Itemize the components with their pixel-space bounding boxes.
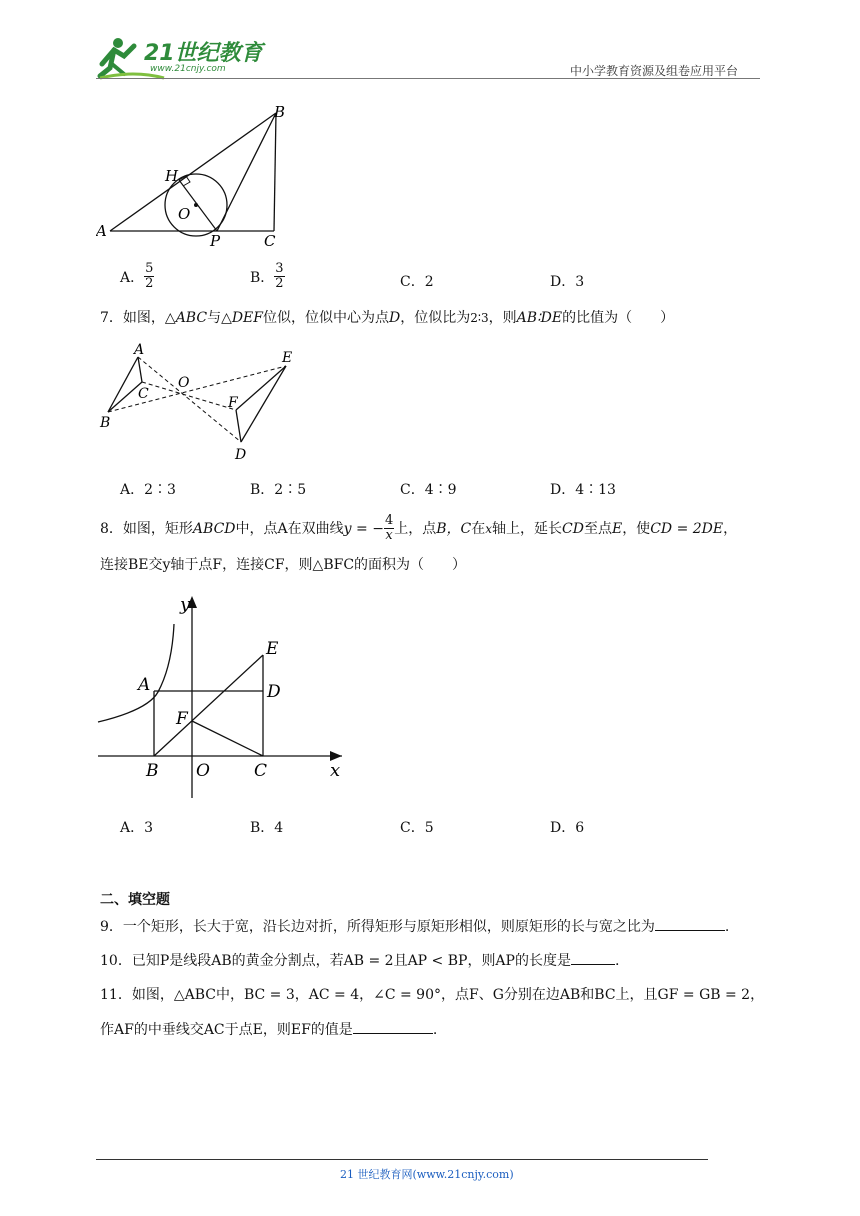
fig6-label-h: H: [165, 167, 179, 185]
q8-end: 轴上，延长: [492, 520, 563, 537]
figure-q8: [96, 592, 356, 804]
site-logo: [94, 34, 264, 80]
fig8-label-a: A: [138, 675, 151, 695]
q7-text: [100, 308, 674, 328]
q9-body: 9．一个矩形，长大于宽，沿长边对折，所得矩形与原矩形相似，则原矩形的长与宽之比为: [100, 919, 655, 935]
logo-url: www.21cnjy.com: [150, 64, 226, 74]
q6-option-d: D．3: [550, 274, 585, 290]
q6-b-label: B．: [250, 269, 275, 286]
q11-answer-blank[interactable]: [353, 1019, 433, 1034]
q7-ratio: 2∶3: [470, 311, 489, 325]
q8-option-d: D．6: [550, 820, 585, 836]
q8-mid: 中，点A在双曲线: [235, 520, 344, 537]
q8-e: E: [611, 520, 623, 537]
q8-option-a: A．3: [120, 820, 154, 836]
q7-option-a: A．2∶3: [120, 482, 176, 498]
q7-mid1: 与: [207, 310, 222, 326]
q10-text: [100, 950, 619, 971]
q7-pre: 7．如图，: [100, 310, 165, 326]
footer-rule: [96, 1159, 708, 1160]
section-title-fill-in: 二、填空题: [100, 892, 170, 908]
q7-tri2: △DEF: [221, 310, 263, 326]
q7-end: 的比值为（ ）: [562, 310, 675, 326]
q8-cond: CD = 2DE: [650, 520, 724, 537]
fig7-label-e: E: [282, 350, 293, 366]
q7-tri1: △ABC: [164, 310, 208, 326]
fig6-label-p: P: [210, 232, 221, 250]
q6-a-label: A．: [120, 269, 145, 286]
q7-option-d: D．4∶13: [550, 482, 616, 498]
fig8-label-y: y: [180, 594, 191, 615]
fig7-label-o: O: [178, 375, 190, 391]
fig7-label-f: F: [228, 395, 238, 411]
q6-option-a: [120, 262, 154, 291]
fig6-label-b: B: [274, 103, 286, 121]
q6-option-b: [250, 262, 285, 291]
q11-end: .: [432, 1022, 438, 1038]
q6-a-num: 5: [145, 261, 154, 276]
q8-line2: 连接BE交y轴于点F，连接CF，则△BFC的面积为（ ）: [100, 557, 467, 573]
q11-line2: [100, 1019, 437, 1040]
header-rule: [96, 78, 760, 79]
fig8-label-x: x: [330, 760, 341, 781]
q8-b: B: [436, 520, 447, 537]
header-platform-text: 中小学教育资源及组卷应用平台: [570, 64, 739, 78]
q7-mid3: ，位似比为: [400, 310, 471, 326]
fig8-label-e: E: [266, 639, 279, 659]
q8-line1: [100, 514, 737, 543]
q11-line1: 11．如图，△ABC中，BC = 3，AC = 4，∠C = 90°，点F、G分别在边AB和BC上，且GF = GB = 2，: [100, 987, 765, 1003]
q8-option-b: B．4: [250, 820, 284, 836]
q8-so: ，使: [622, 520, 651, 537]
fig8-label-c: C: [254, 761, 268, 781]
q6-option-c: C．2: [400, 274, 434, 290]
q7-mid4: ，则: [488, 310, 517, 326]
q10-end: .: [614, 953, 620, 969]
logo-text: 21世纪教育: [144, 41, 263, 66]
q9-answer-blank[interactable]: [655, 916, 725, 931]
fig7-label-c: C: [138, 386, 149, 402]
q8-pre: 8．如图，矩形: [100, 520, 193, 537]
figure-q7: [96, 340, 306, 466]
q7-option-c: C．4∶9: [400, 482, 457, 498]
fig6-label-o: O: [178, 205, 191, 223]
footer-text: 21 世纪教育网(www.21cnjy.com): [340, 1168, 514, 1181]
q8-eq-fraction: [384, 514, 394, 543]
q8-mid2: 上，点: [394, 520, 437, 537]
q8-eq-num: 4: [384, 513, 394, 528]
fig6-label-a: A: [96, 222, 107, 240]
fig8-label-o: O: [196, 761, 210, 781]
q7-center: D: [389, 310, 401, 326]
q7-expr: AB∶DE: [516, 310, 563, 326]
q6-a-fraction: [144, 262, 154, 291]
q9-end: .: [724, 919, 730, 935]
figure-q6: [96, 100, 306, 250]
fig6-label-c: C: [264, 232, 276, 250]
q8-c: ，C: [446, 520, 472, 537]
fig7-label-d: D: [235, 447, 247, 463]
q8-eq-den: x: [385, 528, 393, 543]
fig7-label-a: A: [134, 342, 145, 358]
q9-text: [100, 916, 729, 937]
q8-to-e: 至点: [583, 520, 612, 537]
q8-eq-lhs: y = −: [343, 520, 384, 537]
q8-comma: ，: [723, 520, 738, 537]
q8-cd: CD: [562, 520, 584, 537]
fig8-label-b: B: [146, 761, 159, 781]
q6-b-fraction: [274, 262, 284, 291]
q8-option-c: C．5: [400, 820, 434, 836]
q7-mid2: 位似，位似中心为点: [263, 310, 389, 326]
fig8-label-f: F: [176, 709, 188, 729]
q10-body: 10．已知P是线段AB的黄金分割点，若AB = 2且AP < BP，则AP的长度是: [100, 953, 571, 969]
q11-body: 作AF的中垂线交AC于点E，则EF的值是: [100, 1022, 353, 1038]
q10-answer-blank[interactable]: [571, 950, 615, 965]
q6-b-den: 2: [275, 276, 284, 291]
q6-b-num: 3: [275, 261, 284, 276]
fig8-label-d: D: [267, 682, 281, 702]
q8-mid3: 在: [471, 520, 486, 537]
q8-x: x: [485, 521, 493, 536]
q6-a-den: 2: [145, 276, 154, 291]
q8-rect: ABCD: [192, 520, 236, 537]
fig7-label-b: B: [100, 415, 111, 431]
q7-option-b: B．2∶5: [250, 482, 307, 498]
